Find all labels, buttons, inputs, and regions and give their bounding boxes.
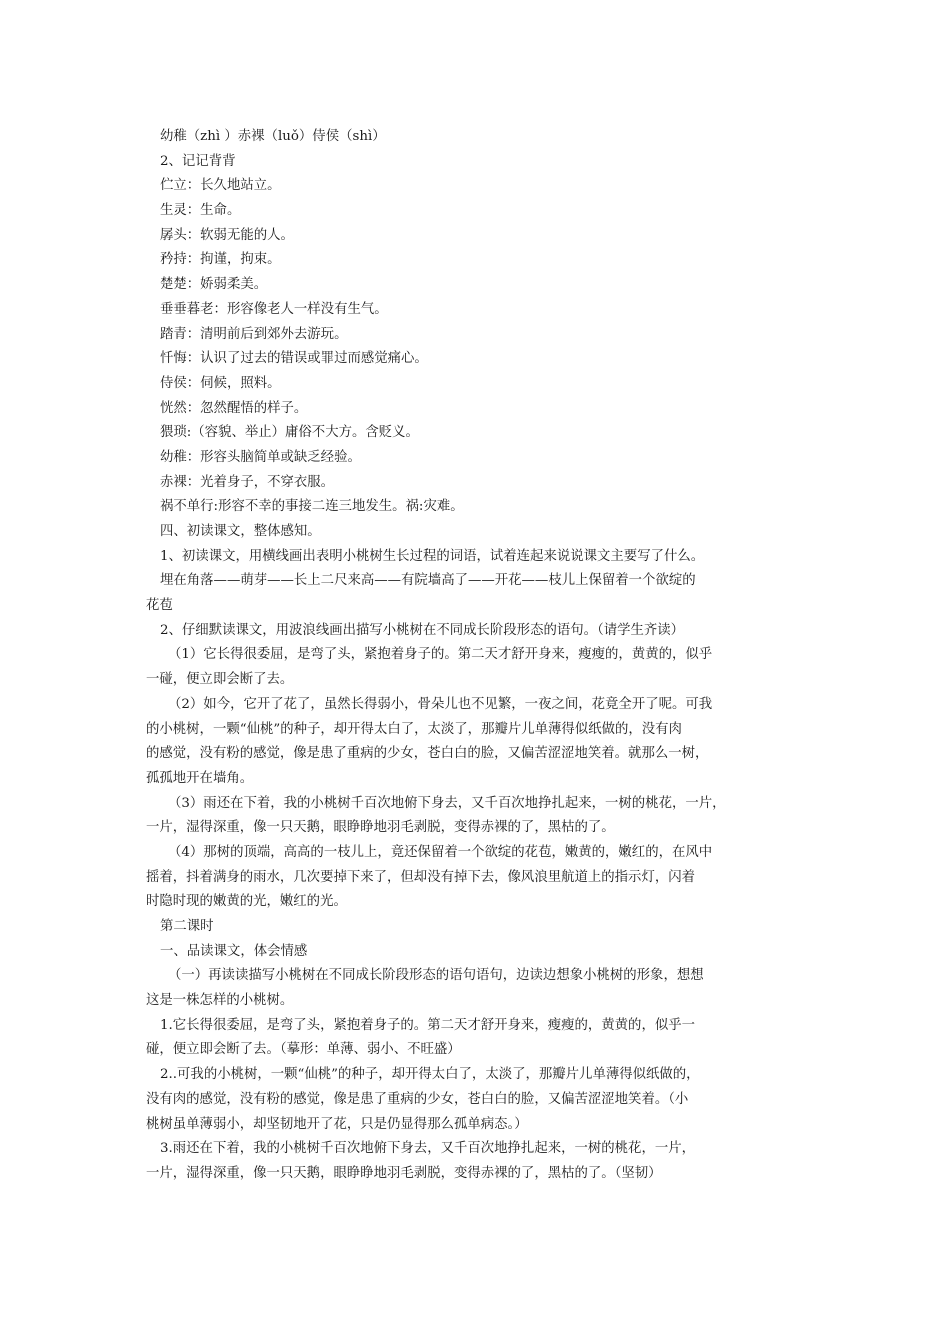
text-line: 孤孤地开在墙角。	[146, 770, 254, 786]
text-line: （3）雨还在下着，我的小桃树千百次地俯下身去，又千百次地挣扎起来，一树的桃花，一片，	[168, 795, 726, 811]
text-line: 幼稚（zhì ）赤裸（luǒ）侍侯（shì）	[160, 129, 386, 144]
text-line: 幼稚：形容头脑简单或缺乏经验。	[160, 449, 361, 465]
text-line: 2、记记背背	[160, 153, 236, 169]
text-line: 祸不单行:形容不幸的事接二连三地发生。祸:灾难。	[160, 499, 464, 515]
text-line: 花苞	[146, 598, 173, 614]
text-line: 时隐时现的嫩黄的光，嫩红的光。	[146, 894, 347, 910]
text-line: 2、仔细默读课文，用波浪线画出描写小桃树在不同成长阶段形态的语句。（请学生齐读）	[160, 622, 685, 638]
text-line: 猥琐:（容貌、举止）庸俗不大方。含贬义。	[160, 425, 419, 441]
document-body	[146, 125, 818, 1187]
text-line: 一片，湿得深重，像一只天鹅，眼睁睁地羽毛剥脱，变得赤裸的了，黑枯的了。（坚韧）	[146, 1165, 662, 1181]
text-line: 埋在角落——萌芽——长上二尺来高——有院墙高了——开花——枝儿上保留着一个欲绽的	[160, 573, 696, 589]
text-line: 一片，湿得深重，像一只天鹅，眼睁睁地羽毛剥脱，变得赤裸的了，黑枯的了。	[146, 820, 615, 836]
text-line: 没有肉的感觉，没有粉的感觉，像是患了重病的少女，苍白白的脸，又偏苦涩涩地笑着。（小	[146, 1091, 689, 1107]
text-line: 第二课时	[160, 919, 214, 934]
text-line: 恍然：忽然醒悟的样子。	[160, 400, 308, 416]
text-line: 侍侯：伺候，照料。	[160, 375, 281, 391]
text-line: 伫立：长久地站立。	[160, 178, 281, 194]
text-line: 摇着，抖着满身的雨水，几次要掉下来了，但却没有掉下去，像风浪里航道上的指示灯，闪着	[146, 869, 696, 885]
text-line: 桃树虽单薄弱小，却坚韧地开了花，只是仍显得那么孤单病态。）	[146, 1116, 528, 1132]
text-line: 的感觉，没有粉的感觉，像是患了重病的少女，苍白白的脸，又偏苦涩涩地笑着。就那么一树，	[146, 746, 709, 762]
text-line: 这是一株怎样的小桃树。	[146, 993, 294, 1009]
text-line: （4）那树的顶端，高高的一枝儿上，竟还保留着一个欲绽的花苞，嫩黄的，嫩红的，在风中	[168, 844, 713, 860]
text-line: 3.雨还在下着，我的小桃树千百次地俯下身去，又千百次地挣扎起来，一树的桃花，一片，	[160, 1141, 696, 1157]
text-line: （一）再读读描写小桃树在不同成长阶段形态的语句语句，边读边想象小桃树的形象，想想	[168, 968, 704, 984]
text-line: 矜持：拘谨，拘束。	[160, 252, 281, 268]
text-line: 生灵：生命。	[160, 203, 241, 219]
text-line: 孱头：软弱无能的人。	[160, 227, 294, 243]
text-line: 一、品读课文，体会情感	[160, 943, 308, 959]
text-line: 1.它长得很委屈，是弯了头，紧抱着身子的。第二天才舒开身来，瘦瘦的，黄黄的，似乎一	[160, 1017, 696, 1033]
text-line: 忏悔：认识了过去的错误或罪过而感觉痛心。	[160, 351, 428, 367]
text-line: 踏青：清明前后到郊外去游玩。	[160, 326, 348, 342]
text-line: 楚楚：娇弱柔美。	[160, 277, 268, 293]
text-line: 的小桃树，一颗“仙桃”的种子，却开得太白了，太淡了，那瓣片儿单薄得似纸做的，没有肉	[146, 721, 682, 737]
text-line: 碰，便立即会断了去。（摹形：单薄、弱小、不旺盛）	[146, 1042, 461, 1058]
text-line: 一碰，便立即会断了去。	[146, 672, 294, 688]
text-line: 四、初读课文，整体感知。	[160, 524, 321, 539]
text-line: 1、初读课文，用横线画出表明小桃树生长过程的词语，试着连起来说说课文主要写了什么。	[160, 548, 705, 564]
text-line: 垂垂暮老：形容像老人一样没有生气。	[160, 301, 388, 317]
text-line: （1）它长得很委屈，是弯了头，紧抱着身子的。第二天才舒开身来，瘦瘦的，黄黄的，似乎	[168, 647, 713, 663]
text-line: 2..可我的小桃树，一颗“仙桃”的种子，却开得太白了，太淡了，那瓣片儿单薄得似纸做的，	[160, 1067, 700, 1083]
text-line: （2）如今，它开了花了，虽然长得弱小，骨朵儿也不见繁，一夜之间，花竟全开了呢。可我	[168, 696, 713, 712]
text-line: 赤裸：光着身子，不穿衣服。	[160, 474, 335, 490]
